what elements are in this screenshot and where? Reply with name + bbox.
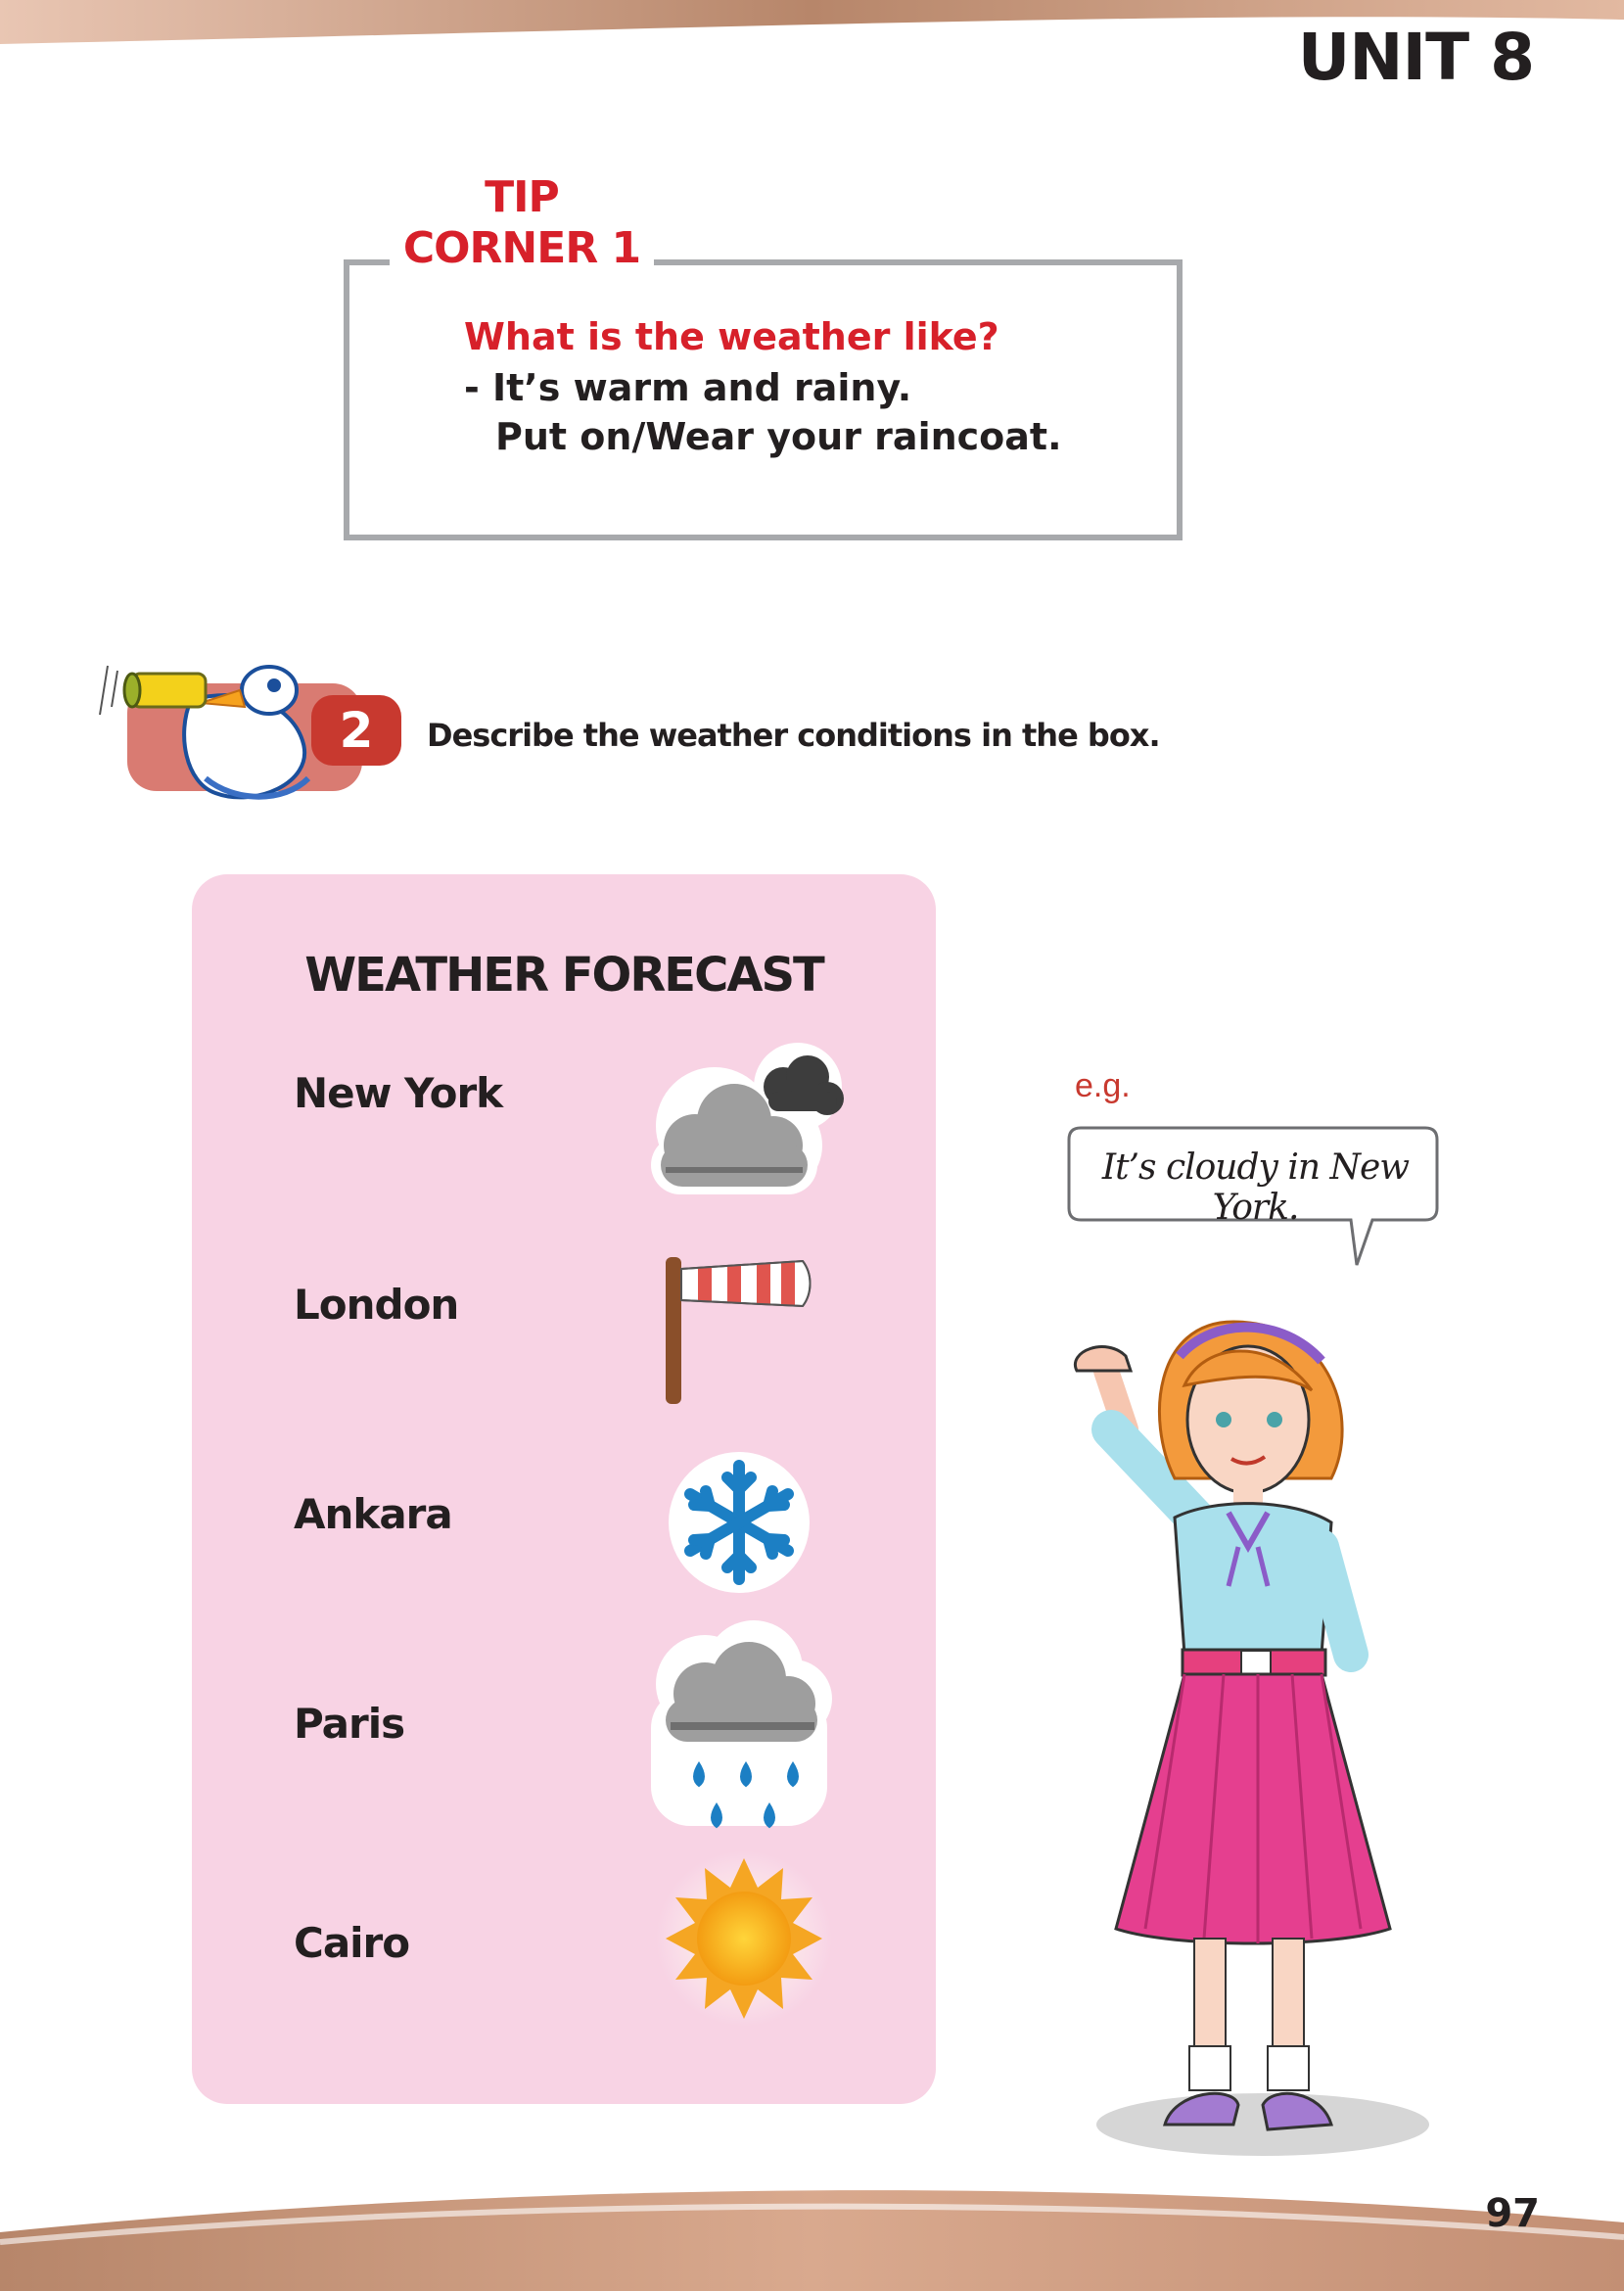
city-label-paris: Paris — [294, 1700, 405, 1748]
tip-question: What is the weather like? — [464, 315, 999, 358]
windsock-windy-icon — [656, 1249, 812, 1406]
bottom-decorative-swoosh — [0, 2164, 1624, 2291]
sun-icon — [656, 1850, 832, 2027]
example-label: e.g. — [1075, 1067, 1131, 1104]
cloudy-icon — [636, 1038, 852, 1204]
tip-answer-line2: Put on/Wear your raincoat. — [495, 415, 1062, 458]
city-label-london: London — [294, 1281, 459, 1329]
forecast-title: WEATHER FORECAST — [304, 948, 823, 1003]
tip-title-line2: CORNER 1 — [402, 223, 641, 273]
unit-title: UNIT 8 — [1297, 20, 1534, 95]
speech-bubble-text: It’s cloudy in New York. — [1101, 1147, 1410, 1228]
rain-cloud-icon — [646, 1620, 832, 1831]
snowflake-icon — [666, 1449, 812, 1596]
exercise-number-badge: 2 — [311, 695, 401, 766]
tip-answer-line1: - It’s warm and rainy. — [464, 366, 912, 409]
city-label-ankara: Ankara — [294, 1490, 452, 1538]
girl-character-illustration — [1038, 1302, 1449, 2174]
page-number: 97 — [1485, 2191, 1540, 2236]
exercise-instruction: Describe the weather conditions in the box. — [427, 717, 1160, 754]
tip-corner-title — [390, 172, 654, 274]
city-label-new-york: New York — [294, 1069, 503, 1117]
city-label-cairo: Cairo — [294, 1919, 410, 1967]
tip-title-line1: TIP — [485, 172, 559, 222]
